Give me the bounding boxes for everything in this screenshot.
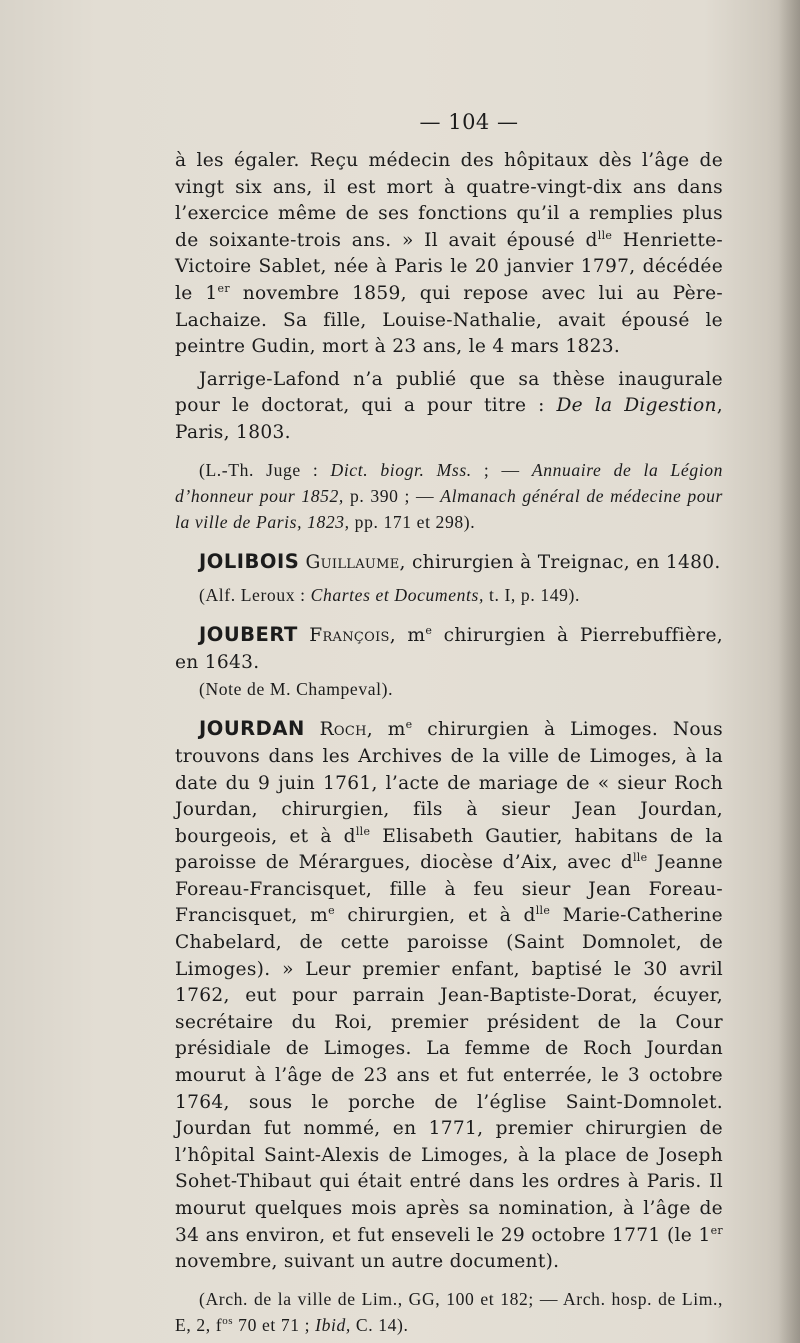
entry-jourdan: JOURDAN Roch, $m^e$ chirurgien à Limoges. Nous trouvons dans les Archives de la ville de Limoges, à la date du 9 juin 1761, l’acte de mariage de « sieur Roch Jourdan, chirurgien, fils à sieur Jean Jourdan, bourgeois, et à $d^{lle}$ Elisabeth Gautier, habitans de la paroisse de Mérargues, diocèse d’Aix, avec $d^{lle}$ Jeanne Foreau-Francisquet, fille à feu sieur Jean Foreau-Francisquet, $m^e$ chirurgien, et à $d^{lle}$ Marie-Catherine Chabelard, de cette paroisse (Saint Domnolet, de Limoges). » Leur premier enfant, baptisé le 30 avril 1762, eut pour parrain Jean-Baptiste-Dorat, écuyer, secrétaire du Roi, premier président de la Cour présidiale de Limoges. La femme de Roch Jourdan mourut à l’âge de 23 ans et fut enterrée, le 3 octobre 1764, sous le porche de l’église Saint-Domnolet. Jourdan fut nommé, en 1771, premier chirurgien de l’hôpital Saint-Alexis de Limoges, à la place de Joseph Sohet-Thibaut qui était entré dans les ordres à Paris. Il mourut quelques mois après sa nomination, à l’âge de 34 ans environ, et fut enseveli le 29 octobre 1771 (le 1er novembre, suivant un autre document). <box>175 717 723 1273</box>
page-edge-shadow <box>778 0 800 1343</box>
page-content <box>175 110 723 1338</box>
paragraph-gudin: à les égaler. Reçu médecin des hôpitaux dès l’âge de vingt six ans, il est mort à quatre-vingt-dix ans dans l’exercice même de ses fonctions qu’il a remplies plus de soixante-trois ans. » Il avait épousé $d^{lle}$ Henriette-Victoire Sablet, née à Paris le 20 janvier 1797, décédée le 1er novembre 1859, qui repose avec lui au Père-Lachaize. Sa fille, Louise-Nathalie, avait épousé le peintre Gudin, mort à 23 ans, le 4 mars 1823. <box>175 150 723 358</box>
page-number: — 104 — <box>419 110 519 134</box>
entry-jolibois: JOLIBOIS Guillaume, chirurgien à Treignac, en 1480. <box>199 549 721 573</box>
entry-joubert: JOUBERT François, $m^e$ chirurgien à Pierrebuffière, en 1643. <box>175 623 723 673</box>
citation-jarrige: (L.-Th. Juge : Dict. biogr. Mss. ; — Annuaire de la Légion d’honneur pour 1852, p. 390 ; — Almanach général de médecine pour la ville de Paris, 1823, pp. 171 et 298). <box>175 459 723 532</box>
surname-jourdan: JOURDAN <box>199 717 305 741</box>
citation-jolibois: (Alf. Leroux : Chartes et Documents, t. I, p. 149). <box>199 585 580 606</box>
paragraph-jarrige-lafond: Jarrige-Lafond n’a publié que sa thèse inaugurale pour le doctorat, qui a pour titre : De la Digestion, Paris, 1803. <box>175 368 724 443</box>
citation-jourdan: (Arch. de la ville de Lim., GG, 100 et 182; — Arch. hosp. de Lim., E, 2, $f^{os}$ 70 et 71 ; Ibid, C. 14). <box>175 1288 723 1335</box>
citation-joubert: (Note de M. Champeval). <box>199 679 394 700</box>
surname-jolibois: JOLIBOIS <box>199 549 300 573</box>
surname-joubert: JOUBERT <box>199 623 298 647</box>
